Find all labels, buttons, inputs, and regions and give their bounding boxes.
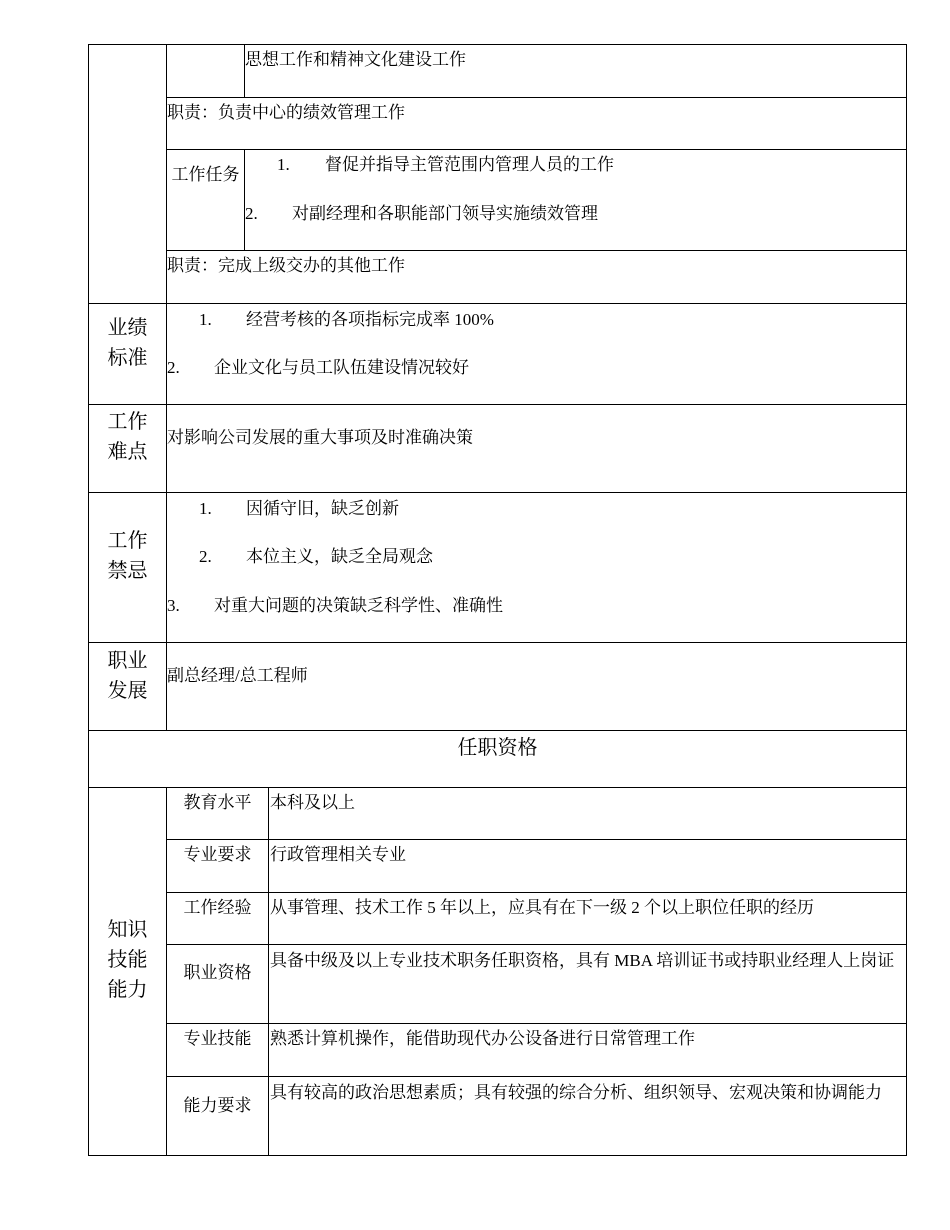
row-divider bbox=[88, 492, 907, 493]
requirement-label: 教育水平 bbox=[183, 793, 252, 812]
requirement-value: 从事管理、技术工作 5 年以上，应具有在下一级 2 个以上职位任职的经历 bbox=[270, 898, 814, 917]
taboo-item-number: 3. bbox=[167, 596, 180, 615]
qualification-title: 任职资格 bbox=[457, 737, 538, 759]
requirement-label: 职业资格 bbox=[183, 963, 252, 982]
taboo-item-text: 本位主义，缺乏全局观念 bbox=[246, 547, 433, 566]
performance-item-number: 1. bbox=[199, 310, 212, 329]
task-number: 1. bbox=[277, 155, 290, 174]
taboo-item-number: 1. bbox=[199, 499, 212, 518]
task-text: 对副经理和各职能部门领导实施绩效管理 bbox=[292, 204, 598, 223]
row-divider bbox=[166, 1023, 907, 1024]
taboos-label: 工作 禁忌 bbox=[107, 530, 148, 582]
row-divider bbox=[166, 1076, 907, 1077]
taboo-item-text: 因循守旧，缺乏创新 bbox=[246, 499, 399, 518]
row-divider bbox=[88, 404, 907, 405]
performance-item-text: 企业文化与员工队伍建设情况较好 bbox=[214, 358, 469, 377]
difficulty-text: 对影响公司发展的重大事项及时准确决策 bbox=[167, 428, 473, 447]
sub-column-divider bbox=[268, 787, 269, 1156]
sub-column-divider bbox=[244, 149, 245, 251]
row-divider bbox=[88, 303, 907, 304]
requirement-value: 熟悉计算机操作，能借助现代办公设备进行日常管理工作 bbox=[270, 1029, 695, 1048]
row-divider bbox=[166, 892, 907, 893]
requirement-label: 专业技能 bbox=[183, 1029, 252, 1048]
duty-other: 职责：完成上级交办的其他工作 bbox=[167, 256, 405, 275]
taboo-item-text: 对重大问题的决策缺乏科学性、准确性 bbox=[214, 596, 503, 615]
task-text: 督促并指导主管范围内管理人员的工作 bbox=[325, 155, 614, 174]
career-label: 职业 发展 bbox=[107, 650, 148, 702]
row-divider bbox=[166, 944, 907, 945]
row-divider bbox=[88, 642, 907, 643]
requirement-value: 具有较高的政治思想素质；具有较强的综合分析、组织领导、宏观决策和协调能力 bbox=[270, 1083, 882, 1102]
requirement-label: 能力要求 bbox=[183, 1096, 252, 1115]
task-number: 2. bbox=[245, 204, 258, 223]
requirement-value: 具备中级及以上专业技术职务任职资格，具有 MBA 培训证书或持职业经理人上岗证 bbox=[270, 951, 895, 970]
requirement-value: 行政管理相关专业 bbox=[270, 845, 406, 864]
knowledge-label: 知识 技能 能力 bbox=[107, 919, 148, 1001]
career-text: 副总经理/总工程师 bbox=[167, 666, 308, 685]
responsibility-continuation: 思想工作和精神文化建设工作 bbox=[245, 50, 466, 69]
row-divider bbox=[166, 250, 907, 251]
row-divider bbox=[88, 730, 907, 731]
requirement-value: 本科及以上 bbox=[270, 793, 355, 812]
row-divider bbox=[166, 97, 907, 98]
table-border-right bbox=[906, 44, 907, 1156]
task-label: 工作任务 bbox=[171, 165, 240, 184]
performance-item-number: 2. bbox=[167, 358, 180, 377]
row-divider bbox=[88, 787, 907, 788]
table-border-top bbox=[88, 44, 907, 45]
requirement-label: 专业要求 bbox=[183, 845, 252, 864]
performance-label: 业绩 标准 bbox=[107, 317, 148, 369]
row-divider bbox=[166, 839, 907, 840]
table-border-bottom bbox=[88, 1155, 907, 1156]
taboo-item-number: 2. bbox=[199, 547, 212, 566]
requirement-label: 工作经验 bbox=[183, 898, 252, 917]
difficulty-label: 工作 难点 bbox=[107, 411, 148, 463]
label-column-divider bbox=[166, 44, 167, 731]
row-divider bbox=[166, 149, 907, 150]
duty-performance: 职责：负责中心的绩效管理工作 bbox=[167, 103, 405, 122]
performance-item-text: 经营考核的各项指标完成率 100% bbox=[246, 310, 494, 329]
